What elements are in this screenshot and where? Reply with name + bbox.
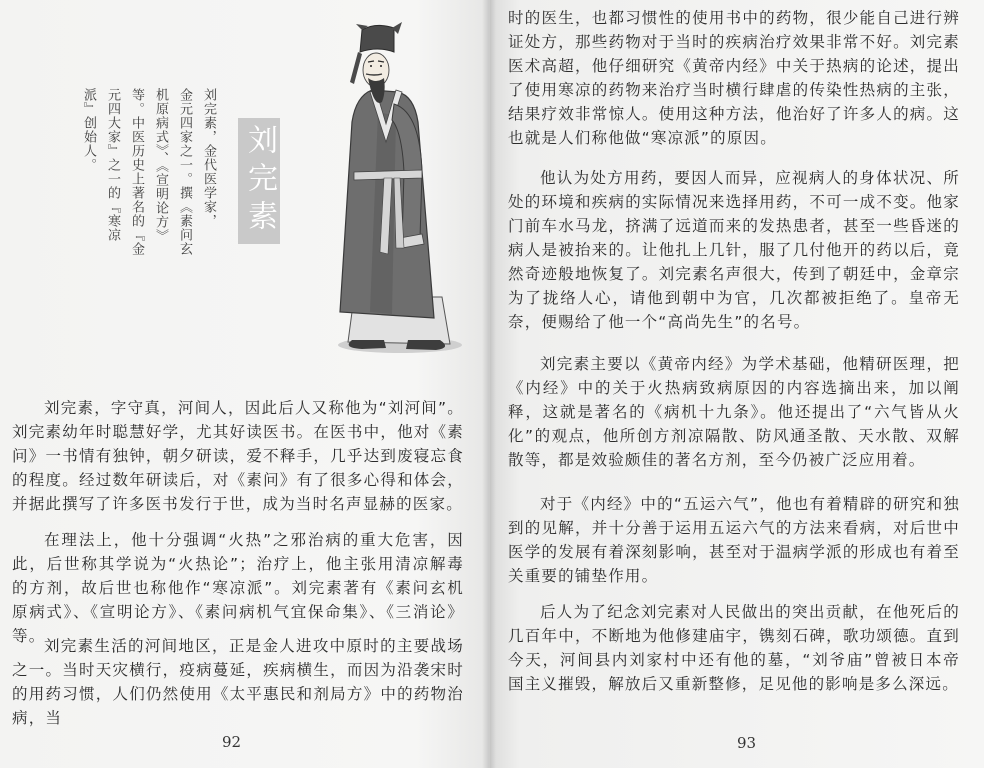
intro-column-6: 派』创始人。 bbox=[81, 88, 96, 172]
paragraph-1: 刘完素，字守真，河间人，因此后人又称他为“刘河间”。刘完素幼年时聪慧好学，尤其好读医书。在医书中，他对《素问》一书情有独钟，朝夕研读，爱不释手，几乎达到废寝忘食的程度。经过数年研读后，对《素问》有了很多心得和体会，并据此撰写了许多医书发行于世，成为当时名声显赫的医家。 bbox=[12, 399, 464, 513]
left-page bbox=[0, 0, 490, 768]
paragraph-5: 他认为处方用药，要因人而异，应视病人的身体状况、所处的环境和疾病的实际情况来选择用药，不可一成不变。他家门前车水马龙，挤满了远道而来的发热患者，甚至一些昏迷的病人是被抬来的。让他扎上几针，服了几付他开的药以后，竟然奇迹般地恢复了。刘完素名声很大，传到了朝廷中，金章宗为了拢络人心，请他到朝中为官，几次都被拒绝了。皇帝无奈，便赐给了他一个“高尚先生”的名号。 bbox=[508, 169, 960, 331]
intro-column-4: 等。中医历史上著名的『金 bbox=[129, 88, 144, 256]
paragraph-6: 刘完素主要以《黄帝内经》为学术基础，他精研医理，把《内经》中的关于火热病致病原因的内容选摘出来，加以阐释，这就是著名的《病机十九条》。他还提出了“六气皆从火化”的观点，他所创方剂凉隔散、防风通圣散、天水散、双解散等，都是效验颇佳的著名方剂，至今仍被广泛应用着。 bbox=[508, 355, 960, 469]
intro-column-5: 元四大家』之一的『寒凉 bbox=[105, 88, 120, 242]
right-page bbox=[490, 0, 984, 768]
chapter-title: 刘完素 bbox=[238, 118, 280, 244]
intro-column-1: 刘完素，金代医学家， bbox=[201, 88, 216, 228]
intro-column-3: 机原病式》、《宣明论方》 bbox=[153, 88, 168, 243]
page-number-left: 92 bbox=[222, 733, 242, 751]
intro-column-2: 金元四家之一。撰《素问玄 bbox=[177, 88, 192, 256]
paragraph-2: 在理法上，他十分强调“火热”之邪治病的重大危害，因此，后世称其学说为“火热论”；治疗上，他主张用清凉解毒的方剂，故后世也称他作“寒凉派”。刘完素著有《素问玄机原病式》、《宣明论方》、《素问病机气宜保命集》、《三消论》等。 bbox=[12, 531, 464, 645]
paragraph-4: 时的医生，也都习惯性的使用书中的药物，很少能自己进行辨证处方，那些药物对于当时的疾病治疗效果非常不好。刘完素医术高超，他仔细研究《黄帝内经》中关于热病的论述，提出了使用寒凉的药物来治疗当时横行肆虐的传染性热病的主张，结果疗效非常惊人。使用这种方法，他治好了许多人的病。这也就是人们称他做“寒凉派”的原因。 bbox=[508, 9, 960, 147]
paragraph-3: 刘完素生活的河间地区，正是金人进攻中原时的主要战场之一。当时天灾横行，疫病蔓延，疾病横生，而因为沿袭宋时的用药习惯，人们仍然使用《太平惠民和剂局方》中的药物治病，当 bbox=[12, 637, 464, 727]
page-number-right: 93 bbox=[737, 734, 757, 752]
physician-illustration bbox=[322, 12, 472, 357]
book-gutter bbox=[482, 0, 496, 768]
paragraph-8: 后人为了纪念刘完素对人民做出的突出贡献，在他死后的几百年中，不断地为他修建庙宇，镌刻石碑，歌功颂德。直到今天，河间县内刘家村中还有他的墓，“刘爷庙”曾被日本帝国主义摧毁，解放后又重新整修，足见他的影响是多么深远。 bbox=[508, 603, 960, 693]
paragraph-7: 对于《内经》中的“五运六气”，他也有着精辟的研究和独到的见解，并十分善于运用五运六气的方法来看病，对后世中医学的发展有着深刻影响，甚至对于温病学派的形成也有着至关重要的铺垫作用。 bbox=[508, 495, 960, 585]
